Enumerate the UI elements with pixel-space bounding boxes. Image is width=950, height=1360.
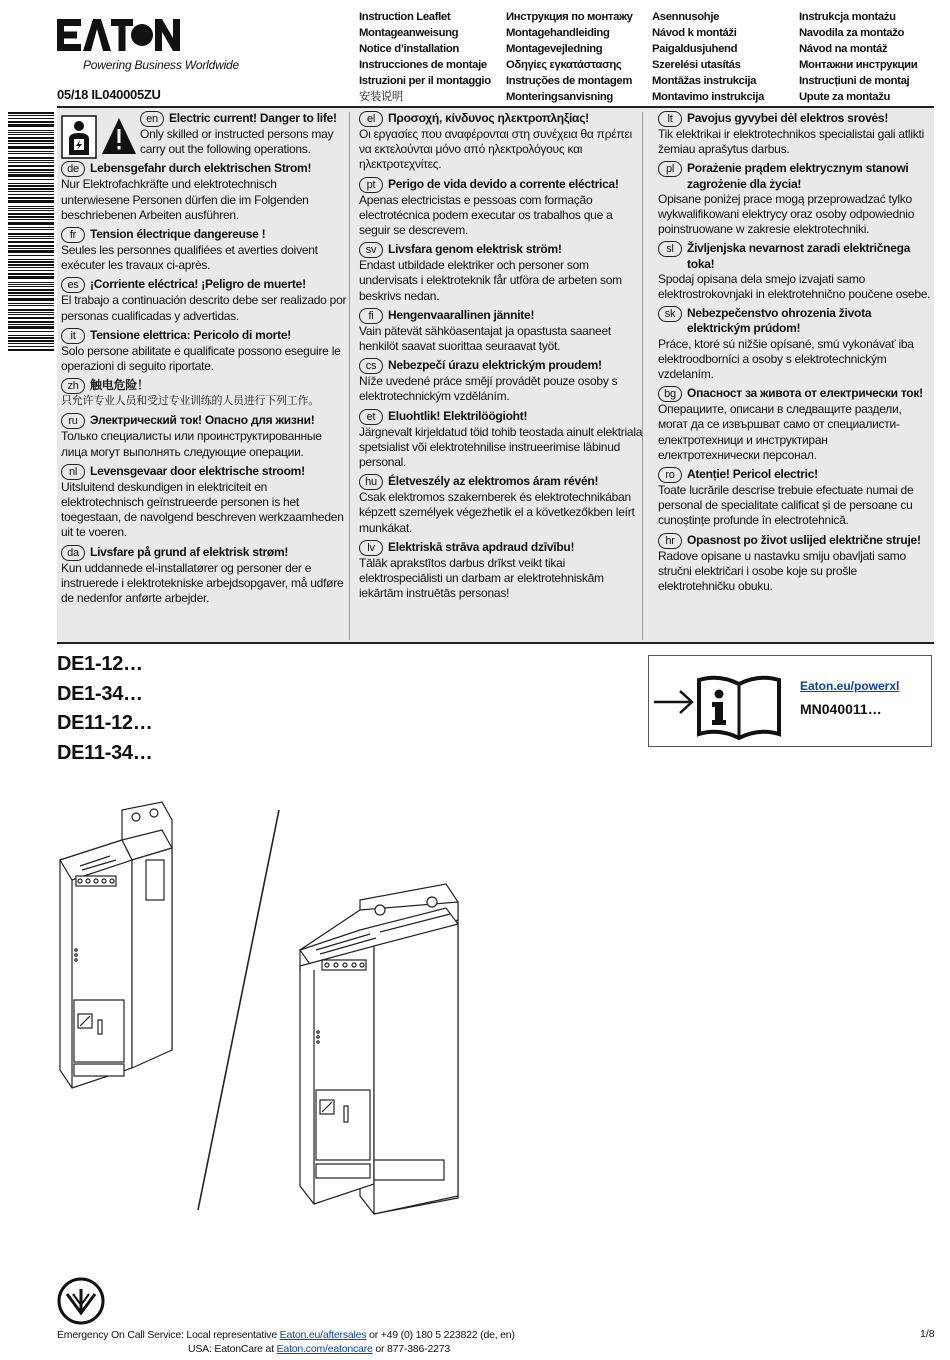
device-de11-illustration xyxy=(300,884,458,1214)
footer-text: Emergency On Call Service: Local representative xyxy=(57,1329,280,1341)
barcode-bar xyxy=(8,213,54,215)
barcode-bar xyxy=(8,314,54,315)
barcode-bar xyxy=(8,284,54,285)
barcode-bar xyxy=(8,229,54,230)
barcode-bar xyxy=(8,183,54,184)
warning-text: Opisane poniżej prace mogą przeprowadzać tylko wykwalifikowani elektrycy oraz osoby odpowiednio poinstruowane w zakresie elektrotechniki. xyxy=(658,191,915,237)
barcode-bar xyxy=(8,140,54,142)
warning-title: Življenjska nevarnost zaradi električnega toka! xyxy=(687,241,911,271)
language-code-badge: cs xyxy=(359,358,383,374)
warning-block-sl xyxy=(658,241,932,302)
language-code-badge: en xyxy=(140,111,164,127)
warning-block-sv xyxy=(359,242,645,304)
language-code-badge: nl xyxy=(61,464,85,480)
warning-title: Perigo de vida devido a corrente eléctrica! xyxy=(388,176,619,191)
warnings-column-3 xyxy=(658,111,932,598)
model-list xyxy=(57,650,152,768)
barcode-bar xyxy=(8,169,54,171)
model-name: DE11-34… xyxy=(57,741,153,764)
barcode-bar xyxy=(8,115,54,116)
doc-title: Instruções de montagem xyxy=(506,74,633,87)
warning-text: Only skilled or instructed persons may carry out the following operations. xyxy=(140,127,334,157)
barcode-bar xyxy=(8,273,54,275)
barcode-bar xyxy=(8,227,54,228)
warning-block-da xyxy=(61,545,347,607)
title-column-4 xyxy=(799,10,917,105)
warning-block-es xyxy=(61,277,347,323)
certification-mark-icon xyxy=(57,1277,105,1325)
barcode-bar xyxy=(8,343,54,344)
warning-text: Radove opisane u nastavku smiju obavljati samo stručni električari i osobe koje su prošle elektrotehničku obuku. xyxy=(658,548,906,594)
warning-text: Apenas electricistas e pessoas com formação electrotécnica podem executar os trabalhos que a seguir se descrevem. xyxy=(359,192,613,238)
doc-title: Notice d’installation xyxy=(359,42,459,55)
barcode-bar xyxy=(8,335,54,336)
barcode-bar xyxy=(8,121,54,123)
doc-title: Instruction Leaflet xyxy=(359,11,451,23)
language-code-badge: lv xyxy=(359,540,383,556)
title-column-1 xyxy=(359,10,491,105)
warning-text: Práce, ktoré sú nižšie opísané, smú vykonávať iba elektroodborníci a osoby s elektrotechnickým vzdelaním. xyxy=(658,336,914,382)
barcode-bar xyxy=(8,250,54,253)
warning-text: Операциите, описани в следващите раздели, могат да се извършват само от специалисти-електротехници и инструктиран електротехнически персонал. xyxy=(658,402,902,462)
language-code-badge: pl xyxy=(658,161,682,177)
warning-text: Níže uvedené práce smějí provádět pouze osoby s elektrotechnickým vzděláním. xyxy=(359,374,618,404)
warning-text: Uitsluitend deskundigen in elektriciteit en elektrotechnisch geïnstrueerde personen is het toegestaan, de navolgend beschreven werkzaamheden uit te voeren. xyxy=(61,479,344,540)
brand-tagline: Powering Business Worldwide xyxy=(83,58,240,72)
warning-text: Nur Elektrofachkräfte und elektrotechnisch unterwiesene Personen dürfen die im Folgenden beschriebenen Arbeiten ausführen. xyxy=(61,177,309,222)
footer-text: or +49 (0) 180 5 223822 (de, en) xyxy=(366,1329,515,1341)
language-code-badge: et xyxy=(359,409,383,425)
barcode-bar xyxy=(8,276,54,279)
barcode-bar xyxy=(8,295,54,296)
doc-title: Upute za montažu xyxy=(799,90,891,103)
column-divider xyxy=(349,112,350,640)
doc-title: Paigaldusjuhend xyxy=(652,42,738,55)
barcode-bar xyxy=(8,270,54,271)
barcode-bar xyxy=(8,210,54,211)
warning-text: Csak elektromos szakemberek és elektrotechnikában képzett személyek végezhetik el a következőkben leírt munkákat. xyxy=(359,490,635,535)
barcode-bar xyxy=(8,157,54,159)
doc-title: Instrucțiuni de montaj xyxy=(799,74,910,87)
warning-title: Lebensgefahr durch elektrischen Strom! xyxy=(90,161,312,176)
barcode-bar xyxy=(8,346,54,347)
barcode-bar xyxy=(8,267,54,268)
powerxl-link[interactable]: Eaton.eu/powerxl xyxy=(800,679,900,693)
barcode-bar xyxy=(8,303,54,304)
barcode-bar xyxy=(8,282,54,283)
barcode-bar xyxy=(8,261,54,263)
warning-block-en xyxy=(61,111,347,157)
warning-block-et xyxy=(359,409,645,471)
barcode-bar xyxy=(8,124,54,127)
doc-title: Montagevejledning xyxy=(506,42,603,55)
barcode-bar xyxy=(8,188,54,190)
doc-title: Návod na montáž xyxy=(799,42,888,55)
manual-book-icon xyxy=(695,672,783,742)
doc-title: Montavimo instrukcija xyxy=(652,90,764,103)
aftersales-link[interactable]: Eaton.eu/aftersales xyxy=(279,1329,367,1341)
warning-title: Elektriskā strāva apdraud dzīvību! xyxy=(388,539,575,554)
barcode-bar xyxy=(8,151,54,152)
doc-title: Instrukcja montażu xyxy=(799,11,896,23)
barcode-bar xyxy=(8,146,54,149)
language-code-badge: sv xyxy=(359,242,383,258)
doc-title: Návod k montáži xyxy=(652,26,737,39)
language-code-badge: fr xyxy=(61,227,85,243)
warning-title: Tension électrique dangereuse ! xyxy=(90,227,266,242)
language-code-badge: fi xyxy=(359,308,383,324)
warning-title: Eluohtlik! Elektrilöögioht! xyxy=(388,408,528,423)
warning-block-pl xyxy=(658,161,932,237)
warnings-divider xyxy=(57,642,934,644)
warning-title: Livsfare på grund af elektrisk strøm! xyxy=(90,544,289,559)
manual-reference-box xyxy=(648,655,932,747)
language-code-badge: bg xyxy=(658,386,682,402)
footer-line-2 xyxy=(188,1342,450,1356)
barcode-bar xyxy=(8,317,54,319)
warning-block-lv xyxy=(359,540,645,602)
doc-title: Монтажни инструкции xyxy=(799,58,918,71)
warning-title: Atenție! Pericol electric! xyxy=(687,467,818,482)
warning-text: 只允许专业人员和受过专业训练的人员进行下列工作。 xyxy=(61,395,319,408)
safety-warnings-panel xyxy=(57,108,934,643)
doc-title: 安装说明 xyxy=(359,90,403,103)
barcode-bar xyxy=(8,206,54,207)
doc-title: Istruzioni per il montaggio xyxy=(359,74,491,87)
barcode-bar xyxy=(8,305,54,306)
language-code-badge: it xyxy=(61,328,85,344)
divider-line xyxy=(198,810,279,1210)
barcode-bar xyxy=(8,191,54,192)
barcode-bar xyxy=(8,245,54,247)
warning-text: Toate lucrările descrise trebuie efectuate numai de personal de specialitate calificat și de persoane cu cunoștințe profunde în electrotehnică. xyxy=(658,483,914,528)
barcode-bar xyxy=(8,337,54,339)
warning-text: Tik elektrikai ir elektrotechnikos specialistai gali atlikti žemiau aprašytus darbus. xyxy=(658,127,924,157)
warning-block-sk xyxy=(658,306,932,382)
barcode-bar xyxy=(8,233,54,235)
arrow-right-icon xyxy=(652,687,696,717)
language-code-badge: ru xyxy=(61,413,85,429)
barcode-bar xyxy=(8,349,54,351)
language-code-badge: da xyxy=(61,545,85,561)
drive-illustrations xyxy=(50,800,490,1220)
warning-text: Seules les personnes qualifiées et averties doivent exécuter les travaux ci-après. xyxy=(61,243,318,273)
warning-text: Solo persone abilitate e qualificate possono eseguire le operazioni di seguito riportate. xyxy=(61,343,341,374)
warning-text: Οι εργασίες που αναφέρονται στη συνέχεια θα πρέπει να εκτελούνται μόνο από ηλεκτρολόγους και ηλεκτροτεχνίτες. xyxy=(359,127,632,172)
doc-title: Инструкция по монтажу xyxy=(506,11,633,23)
barcode-bar xyxy=(8,160,54,161)
barcode-bar xyxy=(8,292,54,294)
language-code-badge: es xyxy=(61,277,85,293)
language-code-badge: hr xyxy=(658,533,682,549)
warning-title: Электрический ток! Опасно для жизни! xyxy=(90,413,315,428)
barcode-bar xyxy=(8,112,54,114)
warning-title: Opasnost po život uslijed električne struje! xyxy=(687,532,921,547)
warning-text: Vain pätevät sähköasentajat ja opastusta saaneet henkilöt saavat suorittaa seuraavat työt. xyxy=(359,323,611,354)
doc-title: Navodila za montažo xyxy=(799,26,905,39)
warning-title: Nebezpečí úrazu elektrickým proudem! xyxy=(388,358,602,373)
barcode-bar xyxy=(8,321,54,323)
barcode-bar xyxy=(8,312,54,313)
barcode-bar xyxy=(8,130,54,131)
title-column-3 xyxy=(652,10,764,105)
barcode-bar xyxy=(8,118,54,119)
title-column-2 xyxy=(506,10,633,105)
warning-title: Porażenie prądem elektrycznym stanowi zagrożenie dla życia! xyxy=(687,161,909,191)
barcode-bar xyxy=(8,174,54,177)
warning-title: Hengenvaarallinen jännite! xyxy=(388,307,535,322)
warnings-column-1 xyxy=(61,111,347,610)
language-code-badge: hu xyxy=(359,474,383,490)
footer-text: or 877-386-2273 xyxy=(372,1343,451,1355)
warning-title: Tensione elettrica: Pericolo di morte! xyxy=(90,327,291,342)
warning-block-ro xyxy=(658,467,932,529)
warning-block-bg xyxy=(658,386,932,463)
barcode-bar xyxy=(8,340,54,342)
barcode-bar xyxy=(8,185,54,187)
barcode-bar xyxy=(8,236,54,237)
warning-block-zh xyxy=(61,378,347,409)
warning-title: Levensgevaar door elektrische stroom! xyxy=(90,463,305,478)
eatoncare-link[interactable]: Eaton.com/eatoncare xyxy=(276,1343,373,1355)
language-code-badge: ro xyxy=(658,467,682,483)
doc-title: Asennusohje xyxy=(652,11,720,23)
language-code-badge: lt xyxy=(658,111,682,127)
warning-text: Tālāk aprakstītos darbus drīkst veikt tikai elektrospeciālisti un darbam ar elektrotehniskām iekārtām instruētās personas! xyxy=(359,555,604,601)
model-name: DE1-34… xyxy=(57,682,143,705)
doc-title: Instrucciones de montaje xyxy=(359,58,487,71)
doc-title: Οδηγίες εγκατάστασης xyxy=(506,58,622,71)
footer-text: USA: EatonCare at xyxy=(188,1343,277,1355)
model-name: DE1-12… xyxy=(57,653,143,675)
manual-number: MN040011… xyxy=(800,701,882,717)
warning-block-nl xyxy=(61,464,347,541)
barcode-bar xyxy=(8,326,54,329)
language-code-badge: sk xyxy=(658,306,682,322)
barcode-bar xyxy=(8,286,54,287)
warning-block-fi xyxy=(359,308,645,354)
footer-line-1 xyxy=(57,1328,515,1342)
warning-block-ru xyxy=(61,413,347,459)
barcode-bar xyxy=(8,143,54,144)
barcode-bar xyxy=(8,248,54,249)
barcode-bar xyxy=(8,134,54,135)
warning-block-fr xyxy=(61,227,347,273)
document-number: 05/18 IL040005ZU xyxy=(57,87,161,102)
warning-block-hu xyxy=(359,474,645,536)
barcode-bar xyxy=(8,309,54,311)
warning-block-pt xyxy=(359,177,645,239)
warning-title: Pavojus gyvybei dėl elektros srovės! xyxy=(687,111,889,125)
warning-title: Életveszély az elektromos áram révén! xyxy=(388,474,599,489)
language-code-badge: zh xyxy=(61,378,85,394)
warning-text: Kun uddannede el-installatører og personer der e instruerede i elektrotekniske arbejdsopgaver, må udføre de nedenfor anførte arbejder. xyxy=(61,560,344,606)
warning-title: Electric current! Danger to life! xyxy=(169,111,337,125)
electrician-warning-icon xyxy=(61,115,137,159)
page-number: 1/8 xyxy=(920,1328,935,1340)
barcode-bar xyxy=(8,179,54,180)
barcode-bar xyxy=(8,153,54,154)
barcode-bar xyxy=(8,162,54,163)
language-code-badge: pt xyxy=(359,177,383,193)
warning-block-cs xyxy=(359,358,645,404)
warning-block-el xyxy=(359,111,645,173)
barcode-bar xyxy=(8,289,54,291)
barcode-bar xyxy=(8,222,54,225)
device-de1-illustration xyxy=(60,802,172,1088)
doc-title: Monteringsanvisning xyxy=(506,90,613,103)
barcode-bar xyxy=(8,165,54,167)
barcode-bar xyxy=(8,200,54,203)
barcode-bar xyxy=(8,194,54,195)
barcode-bar xyxy=(8,324,54,325)
warning-text: El trabajo a continuación descrito debe ser realizado por personas cualificadas y advertidas. xyxy=(61,293,347,323)
warning-text: Только специалисты или проинструктированные лица могут выполнять следующие операции. xyxy=(61,429,322,459)
barcode-bar xyxy=(8,264,54,266)
barcode-bar xyxy=(8,241,54,243)
barcode-bar xyxy=(8,255,54,256)
barcode-bar xyxy=(8,132,54,133)
warning-block-de xyxy=(61,161,347,223)
warning-block-it xyxy=(61,328,347,374)
doc-title: Szerelési utasítás xyxy=(652,58,741,71)
barcode-bar xyxy=(8,172,54,173)
warning-title: Προσοχή, κίνδυνος ηλεκτροπληξίας! xyxy=(388,111,589,125)
doc-title: Montageanweisung xyxy=(359,26,459,39)
warning-title: Nebezpečenstvo ohrozenia života elektrickým prúdom! xyxy=(687,306,872,336)
doc-title: Montagehandleiding xyxy=(506,26,610,39)
doc-title: Montāžas instrukcija xyxy=(652,74,757,87)
warning-title: Опасност за живота от електрически ток! xyxy=(687,386,923,401)
barcode-bar xyxy=(8,298,54,301)
barcode-bar xyxy=(8,197,54,199)
barcode-bar xyxy=(8,259,54,260)
language-code-badge: de xyxy=(61,161,85,177)
barcode-bar xyxy=(8,331,54,332)
model-name: DE11-12… xyxy=(57,712,153,734)
barcode-bar xyxy=(8,208,54,209)
warning-text: Järgnevalt kirjeldatud töid tohib teostada ainult elektriala spetsialist või elektrotehnilise instrueerimise läbinud personal. xyxy=(359,424,643,470)
barcode-bar xyxy=(8,137,54,139)
warning-text: Spodaj opisana dela smejo izvajati samo elektrostrokovnjaki in elektrotehnično poučene osebe. xyxy=(658,271,931,302)
language-code-badge: el xyxy=(359,111,383,127)
barcode-bar xyxy=(8,216,54,218)
barcode-bar xyxy=(8,219,54,220)
warning-block-lt xyxy=(658,111,932,157)
warning-title: 触电危险！ xyxy=(90,378,149,393)
eaton-logo xyxy=(57,16,182,56)
warning-text: Endast utbildade elektriker och personer som undervisats i elektroteknik får utföra de arbeten som beskrivs nedan. xyxy=(359,258,622,303)
warning-title: ¡Corriente eléctrica! ¡Peligro de muerte! xyxy=(90,277,306,292)
warnings-column-2 xyxy=(359,111,645,605)
warning-block-hr xyxy=(658,533,932,595)
barcode xyxy=(8,112,54,354)
barcode-bar xyxy=(8,238,54,239)
warning-title: Livsfara genom elektrisk ström! xyxy=(388,242,562,257)
language-code-badge: sl xyxy=(658,241,682,257)
